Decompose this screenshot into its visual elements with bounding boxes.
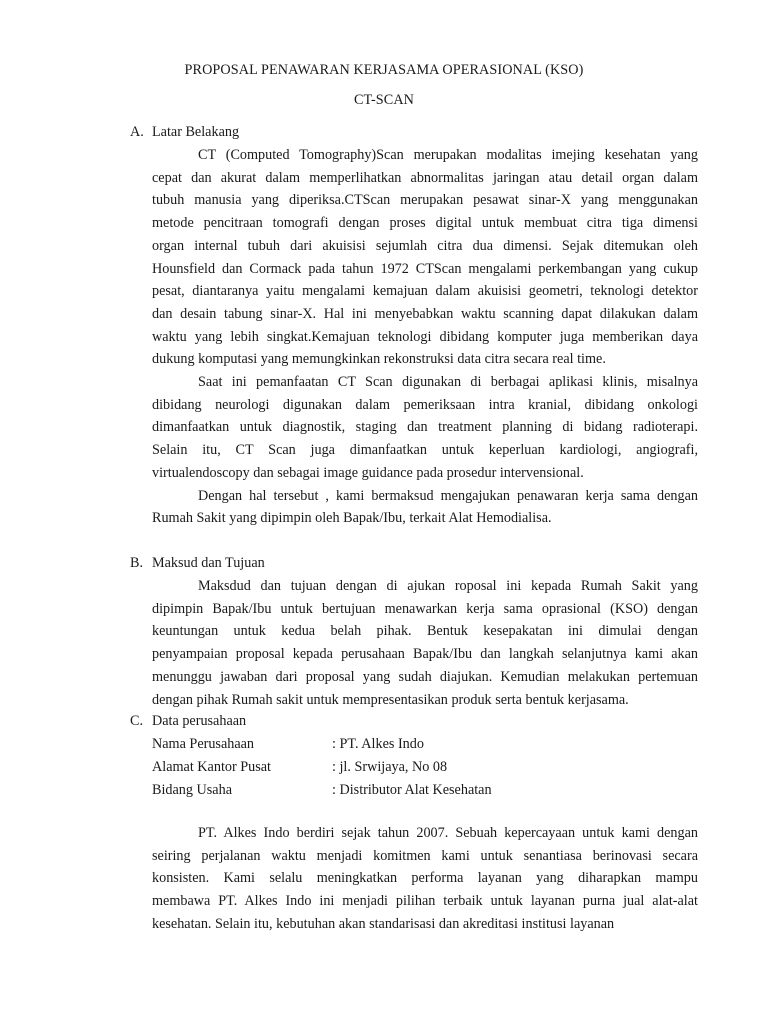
info-row-company-name: [152, 733, 698, 756]
paragraph-line: konsisten. Kami selalu meningkatkan performa layanan yang diharapkan mampu: [152, 870, 698, 887]
info-label: Nama Perusahaan: [152, 736, 255, 752]
paragraph-line: Rumah Sakit yang dipimpin oleh Bapak/Ibu, terkait Alat Hemodialisa.: [152, 510, 552, 527]
paragraph-line: CT (Computed Tomography)Scan merupakan modalitas imejing kesehatan yang: [198, 147, 698, 163]
paragraph-line: virtualendoscopy dan sebagai image guidance pada prosedur intervensional.: [152, 464, 584, 481]
paragraph-line: seiring perjalanan waktu menjadi komitmen kami untuk senantiasa berinovasi secara: [152, 847, 698, 864]
info-value: : Distributor Alat Kesehatan: [332, 782, 492, 798]
paragraph-line: Selain itu, CT Scan juga dimanfaatkan untuk keperluan kardiologi, angiografi,: [152, 442, 698, 459]
paragraph-line: menunggu jawaban dari proposal yang sudah diajukan. Kemudian melakukan pertemuan: [152, 668, 698, 685]
paragraph-line: dengan pihak Rumah sakit untuk mempresentasikan produk serta bentuk kerjasama.: [152, 691, 629, 708]
section-data-perusahaan: [130, 710, 698, 802]
section-heading: [130, 552, 698, 575]
section-letter: B.: [130, 555, 144, 571]
section-title: Data perusahaan: [152, 713, 247, 729]
paragraph-line: keuntungan untuk kedua belah pihak. Bentuk kesepakatan ini dimulai dengan: [152, 623, 698, 640]
paragraph: [130, 575, 698, 711]
paragraph-line: kesehatan. Selain itu, kebutuhan akan standarisasi dan akreditasi institusi layanan: [152, 915, 615, 932]
paragraph-line: metode pencitraan tomografi dengan proses digital untuk membuat citra tiga dimensi: [152, 215, 698, 232]
section-heading: [130, 710, 698, 733]
section-latar-belakang: [130, 121, 698, 530]
section-title: Maksud dan Tujuan: [152, 555, 265, 571]
paragraph-line: Maksdud dan tujuan dengan di ajukan roposal ini kepada Rumah Sakit yang: [198, 578, 698, 594]
document-subtitle: CT-SCAN: [353, 92, 415, 108]
paragraph: [130, 144, 698, 371]
paragraph-line: tubuh manusia yang diperiksa.CTScan merupakan pesawat sinar-X yang menggunakan: [152, 192, 698, 209]
paragraph-line: membawa PT. Alkes Indo ini menjadi pilihan terbaik untuk layanan purna jual alat-alat: [152, 893, 698, 910]
paragraph-line: Dengan hal tersebut , kami bermaksud mengajukan penawaran kerja sama dengan: [198, 487, 698, 504]
info-value: : PT. Alkes Indo: [332, 736, 424, 752]
paragraph: [130, 371, 698, 485]
info-label: Bidang Usaha: [152, 782, 232, 798]
section-letter: C.: [130, 713, 144, 729]
paragraph-line: dukung komputasi yang memungkinkan rekonstruksi data citra secara real time.: [152, 351, 606, 368]
paragraph: [130, 485, 698, 530]
document-title: PROPOSAL PENAWARAN KERJASAMA OPERASIONAL (KSO): [184, 62, 584, 78]
paragraph-line: dan desain tabung sinar-X. Hal ini menyebabkan waktu scanning dapat dilakukan dalam: [152, 305, 698, 322]
paragraph-line: organ internal tubuh dari akuisisi sejumlah citra dua dimensi. Sejak ditemukan oleh: [152, 237, 698, 254]
paragraph-line: PT. Alkes Indo berdiri sejak tahun 2007. Sebuah kepercayaan untuk kami dengan: [198, 825, 698, 841]
paragraph-line: cepat dan akurat dalam memperlihatkan abnormalitas jaringan atau detail organ dalam: [152, 169, 698, 186]
paragraph-line: Saat ini pemanfaatan CT Scan digunakan di berbagai aplikasi klinis, misalnya: [198, 374, 698, 391]
paragraph-line: Hounsfield dan Cormack pada tahun 1972 CTScan mengalami perkembangan yang cukup: [152, 260, 698, 277]
paragraph-line: dibidang neurologi digunakan dalam pemeriksaan intra kranial, dibidang onkologi: [152, 396, 698, 413]
section-maksud-tujuan: [130, 552, 698, 711]
info-row-business-field: [152, 779, 698, 802]
paragraph-line: pesat, diantaranya yaitu mengalami kemajuan dalam akuisisi geometri, teknologi detektor: [152, 283, 698, 300]
section-heading: [130, 121, 698, 144]
paragraph-line: dipimpin Bapak/Ibu untuk bertujuan menawarkan kerja sama oprasional (KSO) dengan: [152, 600, 698, 617]
paragraph-line: waktu yang lebih singkat.Kemajuan teknologi dibidang komputer juga memberikan daya: [152, 328, 698, 345]
info-label: Alamat Kantor Pusat: [152, 759, 271, 775]
paragraph-line: penyampaian proposal kepada perusahaan Bapak/Ibu dan langkah selanjutnya kami akan: [152, 646, 698, 663]
info-row-office-address: [152, 756, 698, 779]
section-title: Latar Belakang: [152, 124, 240, 140]
info-value: : jl. Srwijaya, No 08: [332, 759, 448, 775]
paragraph: [130, 822, 698, 936]
company-info-table: [130, 733, 698, 802]
paragraph-line: dimanfaatkan untuk diagnostik, staging dan treatment planning di bidang radioterapi.: [152, 419, 698, 436]
section-company-profile: [130, 822, 698, 936]
section-letter: A.: [130, 124, 144, 140]
